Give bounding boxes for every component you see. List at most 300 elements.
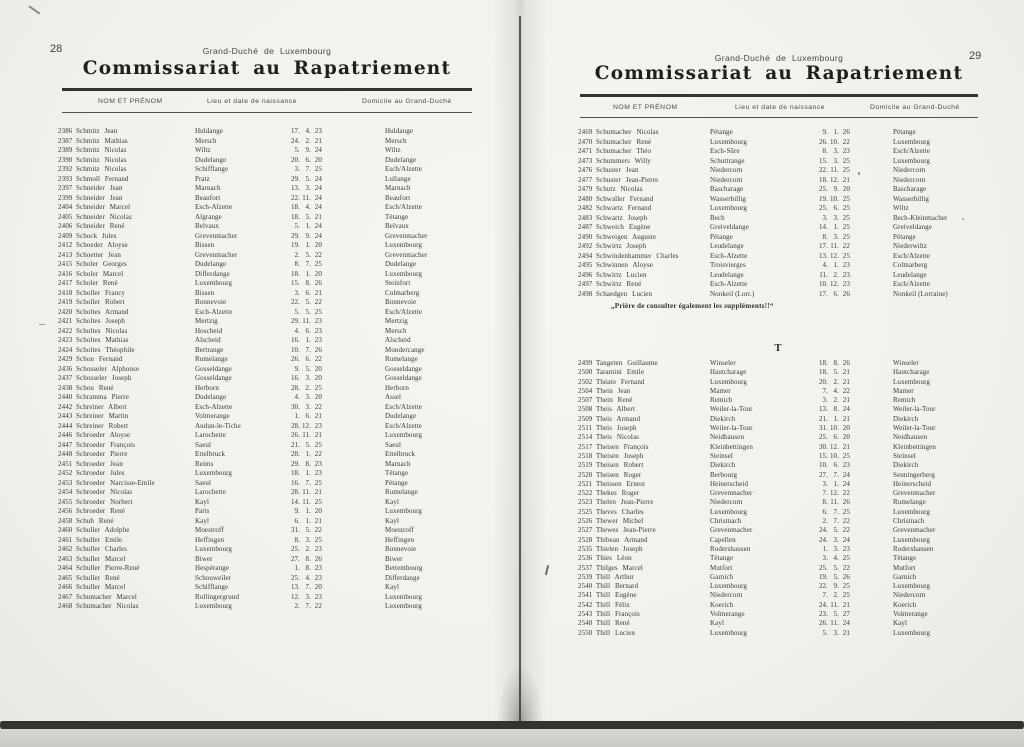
domicile: Rumelange	[385, 488, 418, 496]
birth-date	[288, 260, 322, 270]
birth-date	[816, 452, 850, 462]
birth-date-part: 26	[314, 345, 322, 354]
birth-date-part: 24	[842, 619, 850, 628]
birth-date-part: 23	[314, 592, 322, 601]
birth-place: Mamer	[710, 386, 731, 395]
birth-date-part: 26	[842, 359, 850, 367]
birth-date-part: 7.	[822, 386, 828, 395]
birth-date-part: 20	[314, 374, 322, 382]
birth-date-part: 12.	[829, 280, 839, 288]
birth-date-part: 3.	[833, 156, 839, 165]
scan-background-strip	[0, 729, 1024, 747]
domicile: Mondercange	[385, 345, 425, 354]
birth-place: Paris	[195, 507, 210, 515]
book-gutter-smudge	[498, 668, 542, 722]
birth-date	[288, 441, 322, 451]
birth-date-part: 25	[842, 554, 850, 563]
person-name: Schroeder Norbert	[76, 497, 133, 506]
birth-date-part: 24	[314, 174, 322, 183]
table-row	[58, 536, 488, 546]
birth-place: Hespérange	[195, 564, 230, 572]
birth-date-part: 23	[314, 573, 322, 582]
table-row	[578, 147, 1008, 157]
table-row	[58, 393, 488, 403]
birth-date	[288, 289, 322, 299]
birth-date	[816, 554, 850, 564]
birth-date-part: 24	[314, 222, 322, 230]
birth-place: Rumelange	[195, 355, 228, 363]
entry-number: 2499	[578, 359, 593, 367]
birth-date-part: 2.	[833, 377, 839, 386]
table-row	[58, 156, 488, 166]
birth-date	[288, 526, 322, 536]
domicile: Niedercorn	[893, 166, 926, 174]
birth-date-part: 12.	[829, 175, 839, 184]
birth-date	[816, 582, 850, 592]
birth-place: Bech	[710, 213, 725, 222]
entry-number: 2518	[578, 451, 593, 460]
birth-date	[816, 387, 850, 397]
birth-date	[288, 412, 322, 422]
birth-date-part: 25	[842, 507, 850, 516]
birth-date-part: 21.	[290, 440, 300, 449]
birth-place: Esch-Alzette	[195, 402, 233, 411]
entry-number: 2468	[58, 602, 73, 610]
entry-number: 2446	[58, 431, 73, 439]
domicile: Volmerange	[893, 610, 928, 619]
person-name: Thein René	[596, 396, 633, 405]
birth-date-part: 30.	[290, 402, 300, 411]
table-row	[578, 424, 1008, 433]
entry-number: 2463	[58, 554, 73, 563]
person-name: Thelen Jean-Pierre	[596, 498, 654, 507]
birth-date-part: 20	[842, 433, 850, 442]
birth-date-part: 22	[314, 450, 322, 458]
entry-number: 2442	[58, 402, 73, 411]
birth-date	[816, 147, 850, 157]
person-name: Thilges Marcel	[596, 563, 643, 572]
domicile: Weiler-la-Tour	[893, 424, 936, 433]
domicile: Esch/Alzette	[893, 280, 930, 288]
domicile: Diekirch	[893, 414, 919, 423]
entry-number: 2520	[578, 470, 593, 479]
person-name: Schneider Jean	[76, 184, 123, 192]
entry-number: 2543	[578, 610, 593, 619]
person-name: Schuller Emile	[76, 535, 123, 544]
birth-date-part: 21	[314, 431, 322, 439]
person-name: Thibeau Armand	[596, 535, 648, 544]
birth-place: Pratz	[195, 174, 210, 183]
domicile: Colmarberg	[893, 261, 928, 269]
birth-date-part: 5.	[305, 307, 311, 316]
birth-place: Gosseldange	[195, 374, 232, 382]
entry-number: 2456	[58, 507, 73, 515]
table-row	[58, 336, 488, 346]
birth-date-part: 21	[842, 368, 850, 377]
entry-number: 2511	[578, 424, 593, 433]
domicile: Steinsel	[893, 451, 916, 460]
person-name: Schon Fernand	[76, 355, 123, 363]
birth-date-part: 3.	[833, 232, 839, 241]
birth-date	[816, 396, 850, 406]
domicile: Niedercorn	[893, 591, 926, 600]
birth-date	[288, 574, 322, 584]
birth-date	[816, 252, 850, 262]
birth-date-part: 18.	[818, 359, 828, 367]
domicile: Luxembourg	[893, 582, 931, 591]
entry-number: 2550	[578, 628, 593, 637]
birth-date	[816, 290, 850, 300]
birth-date	[288, 450, 322, 460]
domicile: Bonnevoie	[385, 545, 417, 553]
birth-date-part: 7.	[305, 478, 311, 487]
entry-number: 2540	[578, 582, 593, 591]
birth-date-part: 22.	[290, 193, 300, 202]
table-row	[578, 629, 1008, 638]
scan-mark	[29, 5, 41, 14]
birth-place: Belvaux	[195, 222, 220, 230]
header-rule-thin	[62, 112, 472, 113]
birth-date-part: 23	[314, 545, 322, 553]
birth-date-part: 23.	[818, 610, 828, 619]
birth-place: Ettelbruck	[195, 450, 226, 458]
domicile: Garnich	[893, 572, 917, 581]
birth-date-part: 4.	[294, 326, 300, 335]
table-row	[578, 214, 1008, 224]
birth-date-part: 8.	[294, 260, 300, 268]
birth-place: Audun-le-Tiche	[195, 421, 241, 430]
person-name: Theis Armand	[596, 414, 641, 423]
birth-date	[816, 185, 850, 195]
entry-number: 2438	[58, 383, 73, 392]
domicile: Mersch	[385, 136, 407, 145]
entry-number: 2465	[58, 573, 73, 582]
birth-date-part: 24.	[818, 535, 828, 544]
birth-date-part: 16.	[290, 374, 300, 382]
birth-date-part: 29.	[290, 174, 300, 183]
right-page-title: Commissariat au Rapatriement	[594, 63, 964, 84]
entry-number: 2522	[578, 489, 593, 498]
birth-date-part: 7.	[833, 470, 839, 479]
entry-number: 2514	[578, 433, 593, 442]
birth-date-part: 12.	[301, 421, 311, 430]
birth-date-part: 23	[314, 564, 322, 572]
domicile: Marnach	[385, 184, 411, 192]
birth-place: Schouweiler	[195, 573, 232, 582]
birth-date	[288, 460, 322, 470]
domicile: Luxembourg	[893, 377, 931, 386]
birth-date-part: 21	[842, 628, 850, 637]
birth-date-part: 28.	[290, 383, 300, 392]
birth-place: Heffingen	[195, 535, 225, 544]
entry-number: 2386	[58, 127, 73, 135]
birth-date-part: 25.	[818, 185, 828, 193]
birth-date-part: 31.	[290, 526, 300, 534]
birth-date-part: 26.	[818, 619, 828, 628]
birth-date-part: 11.	[302, 497, 311, 506]
person-name: Scholtes Joseph	[76, 317, 126, 325]
birth-date-part: 25	[314, 383, 322, 392]
domicile: Kayl	[385, 497, 400, 506]
domicile: Leudelange	[893, 270, 927, 279]
birth-date-part: 23	[842, 280, 850, 288]
domicile: Beaufort	[385, 193, 411, 202]
birth-place: Tétange	[710, 554, 734, 563]
person-name: Theisen Robert	[596, 461, 644, 470]
table-row	[58, 308, 488, 318]
birth-date-part: 23	[314, 469, 322, 477]
domicile: Kayl	[893, 619, 908, 628]
birth-date-part: 6.	[833, 289, 839, 298]
birth-date-part: 22	[842, 526, 850, 535]
domicile: Ettelbruck	[385, 450, 416, 458]
birth-date-part: 22	[842, 386, 850, 395]
birth-date-part: 19.	[290, 241, 300, 249]
domicile: Grevenmacher	[893, 526, 936, 535]
birth-date	[816, 204, 850, 214]
birth-date-part: 22	[842, 137, 850, 146]
birth-place: Larochette	[195, 431, 226, 439]
birth-date-part: 21	[842, 377, 850, 386]
person-name: Schuster Jean	[596, 166, 639, 174]
birth-date-part: 18.	[290, 212, 300, 221]
domicile: Rumelange	[385, 355, 418, 363]
table-row	[58, 517, 488, 527]
domicile: Kleinbettingen	[893, 442, 936, 451]
person-name: Thill François	[596, 610, 640, 619]
entry-number: 2470	[578, 137, 593, 146]
entry-number: 2440	[58, 393, 73, 401]
birth-date-part: 26.	[290, 355, 300, 363]
birth-date-part: 2.	[822, 517, 828, 526]
table-row	[578, 405, 1008, 414]
person-name: Theisen François	[596, 442, 649, 451]
birth-date-part: 10.	[829, 194, 839, 203]
person-name: Schramma Pierre	[76, 393, 129, 401]
person-name: Schuller Marcel	[76, 583, 126, 591]
birth-date	[288, 355, 322, 365]
repatriation-table-right-t	[578, 359, 1008, 638]
birth-date-part: 3.	[833, 535, 839, 544]
domicile: Tétange	[385, 469, 409, 477]
domicile: Mertzig	[385, 317, 408, 325]
left-page-title: Commissariat au Rapatriement	[82, 58, 452, 79]
birth-date	[288, 602, 322, 612]
birth-date-part: 22	[314, 355, 322, 363]
birth-date-part: 24	[314, 146, 322, 154]
birth-place: Nonkeil (Lorr.)	[710, 289, 755, 298]
birth-place: Garnich	[710, 572, 734, 581]
table-row	[58, 441, 488, 451]
birth-place: Rodershausen	[710, 544, 751, 553]
birth-date-part: 22.	[290, 298, 300, 306]
birth-date-part: 10.	[829, 451, 839, 460]
repatriation-table-left	[58, 127, 488, 612]
birth-date-part: 3.	[822, 554, 828, 563]
entry-number: 2517	[578, 442, 593, 451]
birth-date-part: 2.	[833, 591, 839, 600]
birth-place: Reims	[195, 459, 214, 468]
birth-date-part: 11.	[302, 193, 311, 202]
birth-date-part: 22	[314, 298, 322, 306]
birth-date-part: 24.	[290, 136, 300, 145]
birth-place: Beaufort	[195, 193, 221, 202]
entry-number: 2444	[58, 421, 73, 430]
entry-number: 2409	[58, 231, 73, 240]
birth-date-part: 11.	[302, 317, 311, 325]
birth-date-part: 25	[842, 166, 850, 174]
birth-date-part: 20.	[290, 155, 300, 164]
birth-date	[288, 279, 322, 289]
birth-place: Neidhausen	[710, 433, 745, 442]
table-row	[58, 450, 488, 460]
entry-number: 2387	[58, 136, 73, 145]
birth-date-part: 6.	[305, 355, 311, 363]
birth-date-part: 15.	[818, 156, 828, 165]
birth-date-part: 10.	[818, 461, 828, 470]
birth-date-part: 13.	[290, 184, 300, 192]
birth-date	[288, 507, 322, 517]
birth-date-part: 9.	[833, 582, 839, 591]
birth-date	[816, 545, 850, 555]
birth-date-part: 11.	[830, 166, 839, 174]
birth-date	[816, 195, 850, 205]
birth-date-part: 6.	[294, 516, 300, 525]
book-gutter-line	[519, 16, 521, 722]
entry-number: 2393	[58, 174, 73, 183]
entry-number: 2479	[578, 185, 593, 193]
birth-place: Luxembourg	[195, 602, 233, 610]
birth-place: Niedercorn	[710, 591, 743, 600]
birth-date	[816, 443, 850, 453]
birth-date	[816, 157, 850, 167]
birth-place: Leudelange	[710, 270, 744, 279]
birth-place: Niedercorn	[710, 175, 743, 184]
person-name: Schmitz Mathias	[76, 136, 128, 145]
birth-place: Bonnevoie	[195, 298, 227, 306]
birth-date-part: 3.	[305, 535, 311, 544]
birth-place: Weiler-la-Tour	[710, 405, 753, 414]
person-name: Schroeder Aloyse	[76, 431, 131, 439]
person-name: Schutz Nicolas	[596, 185, 643, 193]
domicile: Kayl	[385, 583, 400, 591]
entry-number: 2525	[578, 507, 593, 516]
table-row	[58, 346, 488, 356]
birth-date-part: 5.	[305, 364, 311, 373]
birth-date-part: 15.	[290, 279, 300, 287]
scan-mark	[39, 324, 45, 325]
birth-date-part: 21	[314, 516, 322, 525]
person-name: Schuh René	[76, 516, 114, 525]
birth-date-part: 27.	[818, 470, 828, 479]
domicile: Winseler	[893, 359, 919, 367]
birth-place: Hautcharage	[710, 368, 747, 377]
entry-number: 2527	[578, 526, 593, 535]
birth-date-part: 21	[842, 414, 850, 423]
left-page-number: 28	[50, 43, 63, 55]
birth-date-part: 17.	[818, 289, 828, 298]
birth-date-part: 25	[314, 307, 322, 316]
table-row	[58, 460, 488, 470]
domicile: Bettembourg	[385, 564, 423, 572]
domicile: Grevenmacher	[385, 250, 428, 259]
birth-date-part: 1.	[305, 269, 311, 278]
birth-date-part: 7.	[305, 583, 311, 591]
birth-date	[816, 433, 850, 443]
birth-date-part: 21	[842, 175, 850, 184]
birth-date	[288, 298, 322, 308]
domicile: Herborn	[385, 383, 410, 392]
birth-date	[288, 384, 322, 394]
birth-date-part: 6.	[305, 288, 311, 297]
table-row	[578, 601, 1008, 610]
birth-date-part: 26	[314, 554, 322, 563]
birth-date	[288, 222, 322, 232]
birth-date-part: 20	[314, 241, 322, 249]
section-letter-heading: T	[774, 343, 782, 354]
birth-date-part: 3.	[305, 393, 311, 401]
person-name: Schwindenhammer Charles	[596, 251, 679, 260]
birth-date-part: 4.	[305, 127, 311, 135]
birth-date-part: 22	[314, 602, 322, 610]
birth-place: Luxembourg	[710, 377, 748, 386]
birth-date-part: 7.	[833, 517, 839, 526]
domicile: Belvaux	[385, 222, 410, 230]
entry-number: 2523	[578, 498, 593, 507]
birth-date	[288, 555, 322, 565]
person-name: Schweigen Auguste	[596, 232, 657, 241]
birth-date	[816, 591, 850, 601]
birth-date	[288, 488, 322, 498]
person-name: Schock Jules	[76, 231, 117, 240]
domicile: Luxembourg	[385, 507, 423, 515]
person-name: Thielen Joseph	[596, 544, 643, 553]
domicile: Esch/Alzette	[385, 402, 422, 411]
right-column-header-name: NOM ET PRÉNOM	[613, 104, 678, 111]
birth-date	[816, 214, 850, 224]
birth-date-part: 18.	[290, 469, 300, 477]
person-name: Schumacher Nicolas	[596, 128, 659, 136]
birth-place: Koerich	[710, 600, 734, 609]
birth-place: Mersch	[195, 136, 217, 145]
table-row	[58, 279, 488, 289]
header-rule-thin	[580, 117, 978, 118]
birth-date-part: 6.	[305, 412, 311, 420]
domicile: Senningerberg	[893, 470, 935, 479]
person-name: Schroeder Narcisse-Emile	[76, 478, 155, 487]
domicile: Bonnevoie	[385, 298, 417, 306]
birth-place: Capellen	[710, 535, 736, 544]
birth-place: Kayl	[710, 619, 725, 628]
entry-number: 2539	[578, 572, 593, 581]
birth-date-part: 11.	[830, 600, 839, 609]
domicile: Luxembourg	[385, 269, 423, 278]
entry-number: 2420	[58, 307, 73, 316]
person-name: Scholler Robert	[76, 298, 125, 306]
birth-place: Grevenmacher	[195, 250, 238, 259]
table-row	[58, 583, 488, 593]
birth-date-part: 9.	[294, 507, 300, 515]
birth-date	[288, 469, 322, 479]
birth-date-part: 25	[842, 194, 850, 203]
birth-date-part: 2.	[294, 602, 300, 610]
entry-number: 2495	[578, 261, 593, 269]
birth-date-part: 21	[842, 600, 850, 609]
table-row	[578, 582, 1008, 591]
table-row	[578, 128, 1008, 138]
birth-place: Volmerange	[195, 412, 230, 420]
birth-place: Pétange	[710, 128, 733, 136]
